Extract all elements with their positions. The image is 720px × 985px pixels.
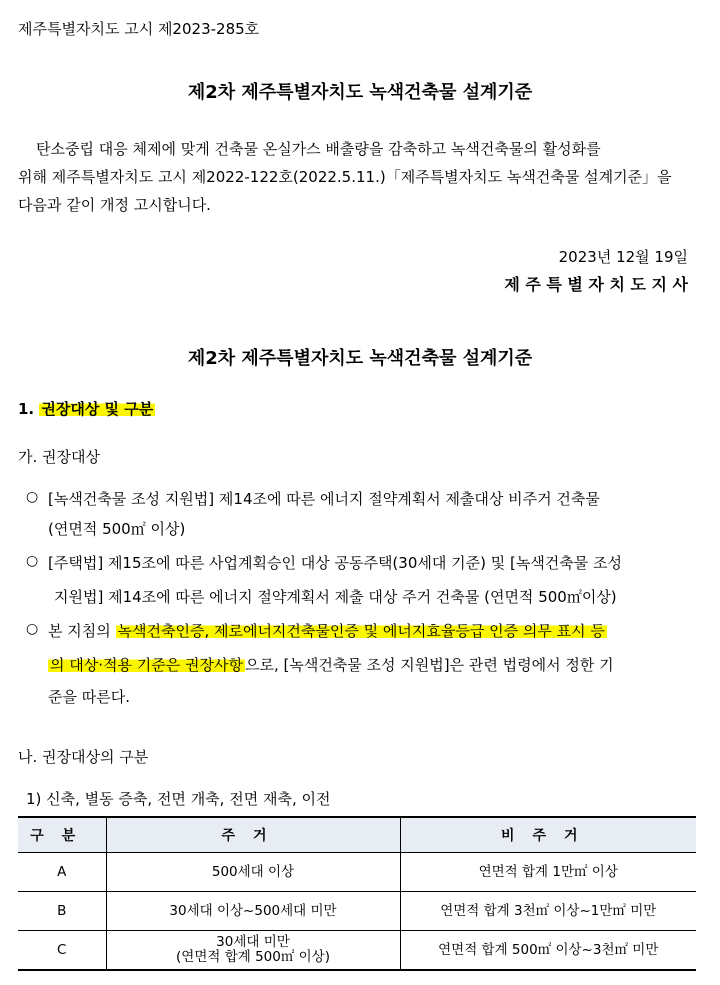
table-header-row bbox=[18, 817, 696, 853]
table-cell: C bbox=[18, 931, 106, 971]
bullet-1: ○ bbox=[26, 489, 39, 505]
table-row bbox=[18, 853, 696, 892]
section-1-heading bbox=[18, 398, 155, 419]
table-cell: 연면적 합계 3천㎡ 이상~1만㎡ 미만 bbox=[400, 892, 696, 931]
page-title: 제2차 제주특별자치도 녹색건축물 설계기준 bbox=[187, 82, 533, 103]
intro-line-3: 다음과 같이 개정 고시합니다. bbox=[18, 196, 211, 214]
section-number: 1. bbox=[18, 400, 35, 418]
table-row bbox=[18, 931, 696, 971]
notice-number: 제주특별자치도 고시 제2023-285호 bbox=[18, 20, 260, 38]
table-header: 구분 bbox=[18, 817, 106, 853]
table-cell: 30세대 이상~500세대 미만 bbox=[106, 892, 400, 931]
bullet-3-prefix: 본 지침의 bbox=[48, 622, 116, 640]
bullet-2-line-2: 지원법] 제14조에 따른 에너지 절약계획서 제출 대상 주거 건축물 (연면적 500㎡이상) bbox=[54, 588, 617, 606]
bullet-3: ○ bbox=[26, 621, 39, 637]
table-cell: A bbox=[18, 853, 106, 892]
bullet-3-suffix: 으로, [녹색건축물 조성 지원법]은 관련 법령에서 정한 기 bbox=[244, 656, 614, 674]
table-cell bbox=[106, 931, 400, 971]
bullet-3-highlight-2: 의 대상·적용 기준은 권장사항 bbox=[50, 656, 243, 674]
table-cell-note: (연면적 합계 500㎡ 이상) bbox=[176, 949, 330, 965]
table-row bbox=[18, 892, 696, 931]
bullet-1-line-1: [녹색건축물 조성 지원법] 제14조에 따른 에너지 절약계획서 제출대상 비주거 건축물 bbox=[48, 490, 600, 508]
table-header: 주거 bbox=[106, 817, 400, 853]
classification-table bbox=[18, 816, 696, 971]
table-cell: B bbox=[18, 892, 106, 931]
bullet-3-line-1 bbox=[48, 620, 607, 641]
bullet-3-line-3: 준을 따른다. bbox=[48, 688, 130, 706]
bullet-2: ○ bbox=[26, 553, 39, 569]
intro-line-1: 탄소중립 대응 체제에 맞게 건축물 온실가스 배출량을 감축하고 녹색건축물의 활성화를 bbox=[36, 140, 601, 158]
table-cell: 연면적 합계 500㎡ 이상~3천㎡ 미만 bbox=[400, 931, 696, 971]
bullet-1-line-2: (연면적 500㎡ 이상) bbox=[48, 520, 186, 538]
bullet-3-highlight-1: 녹색건축인증, 제로에너지건축물인증 및 에너지효율등급 인증 의무 표시 등 bbox=[117, 622, 605, 640]
bullet-2-line-1: [주택법] 제15조에 따른 사업계획승인 대상 공동주택(30세대 기준) 및 [녹색건축물 조성 bbox=[48, 554, 623, 572]
section-title: 권장대상 및 구분 bbox=[41, 400, 154, 418]
notice-date: 2023년 12월 19일 bbox=[558, 248, 688, 266]
subheading-ga: 가. 권장대상 bbox=[18, 448, 100, 466]
subheading-na: 나. 권장대상의 구분 bbox=[18, 748, 149, 766]
table-header: 비주거 bbox=[400, 817, 696, 853]
item-1: 1) 신축, 별동 증축, 전면 개축, 전면 재축, 이전 bbox=[26, 790, 331, 808]
bullet-3-line-2 bbox=[48, 654, 614, 675]
table-cell-main: 30세대 미만 bbox=[216, 934, 290, 950]
table-cell: 연면적 합계 1만㎡ 이상 bbox=[400, 853, 696, 892]
intro-line-2: 위해 제주특별자치도 고시 제2022-122호(2022.5.11.)「제주특별자치도 녹색건축물 설계기준」을 bbox=[18, 168, 672, 186]
table-cell: 500세대 이상 bbox=[106, 853, 400, 892]
issuer-name: 제 주 특 별 자 치 도 지 사 bbox=[504, 275, 688, 294]
body-title: 제2차 제주특별자치도 녹색건축물 설계기준 bbox=[187, 348, 533, 369]
